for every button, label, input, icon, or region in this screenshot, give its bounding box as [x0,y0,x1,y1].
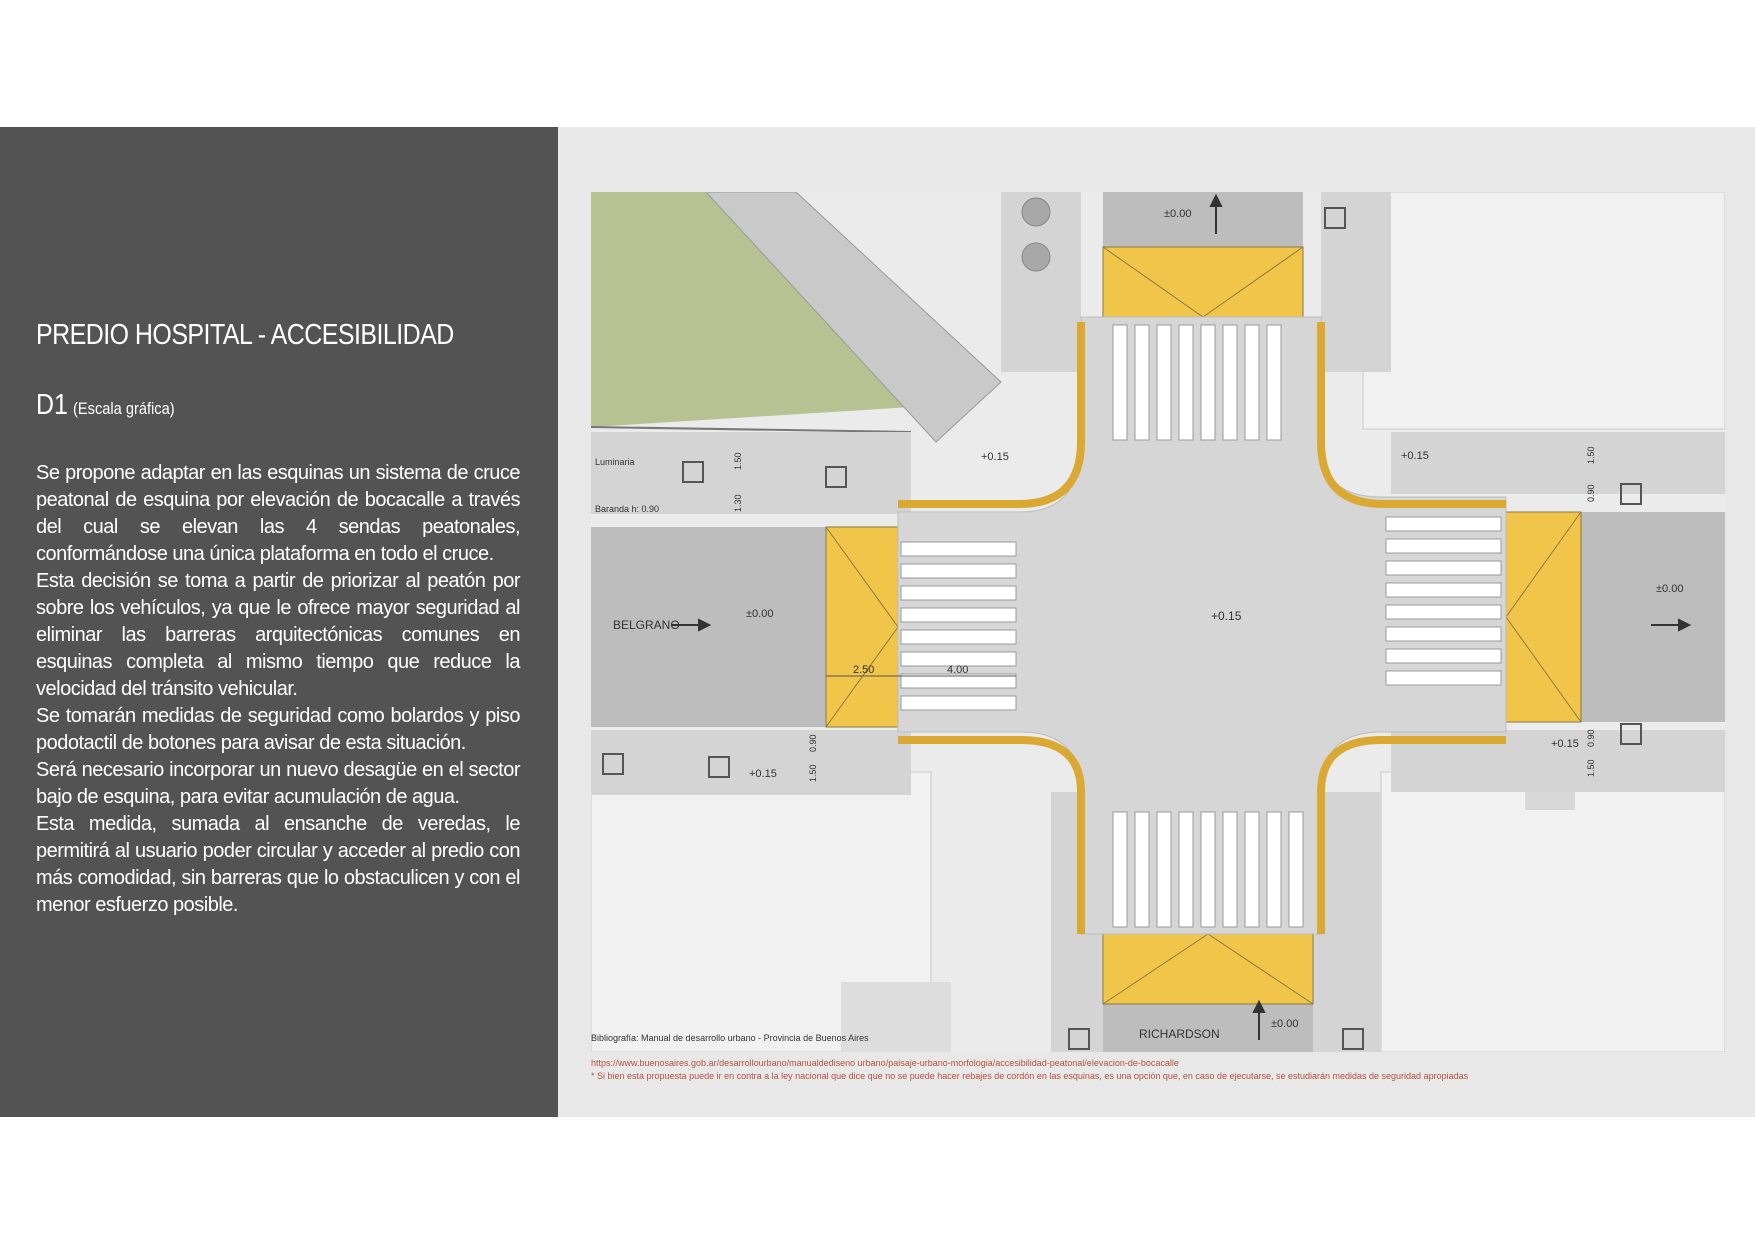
description [36,460,520,919]
description-paragraph: Esta medida, sumada al ensanche de veredas, le permitirá al usuario poder circular y acceder al predio con más comodidad, sin barreras que lo obstaculicen y con el menor esfuerzo posible. [36,813,520,916]
center-level-label: +0.15 [1211,609,1242,623]
street-east [1581,512,1725,722]
description-paragraph: Se propone adaptar en las esquinas un sistema de cruce peatonal de esquina por elevación de bocacalle a través del cual se elevan las 4 sendas peatonales, conformándose una única plataforma en todo el cruce. [36,462,520,565]
left-panel [0,127,558,1117]
dimension-label: 1.50 [1586,759,1596,777]
dimension-label: 1.50 [733,452,743,470]
sidewalk-ne-vertical [1321,192,1391,372]
dimension-label: 1.50 [1586,446,1596,464]
page-title: PREDIO HOSPITAL - ACCESIBILIDAD [36,319,454,351]
dimension-label: 0.90 [808,734,818,752]
yellow-ramp-west [826,527,898,727]
dimension-label: 4.00 [947,664,969,676]
intersection-plan [591,192,1725,1052]
dimension-label: 1.50 [808,764,818,782]
street-north [1103,192,1303,247]
legal-note: * Si bien esta propuesta puede ir en contra a la ley nacional que dice que no se puede hacer rebajes de cordón en las esquinas, es una opción que, en caso de ejecutarse, se estudiarán medidas de seguridad apropiadas [591,1071,1469,1081]
sidewalk-sw [591,730,911,795]
reference-link[interactable]: https://www.buenosaires.gob.ar/desarrollourbano/manualdediseno urbano/paisaje-urbano-morfologia/accesibilidad-peatonal/elevacion-de-bocacalle [591,1058,1179,1068]
dimension-label: 0.90 [1586,484,1596,502]
description-paragraph: Esta decisión se toma a partir de priorizar al peatón por sobre los vehículos, ya que le ofrece mayor seguridad al eliminar las barreras arquitectónicas comunes en esquinas completa al mismo tiempo que reduce la velocidad del tránsito vehicular. [36,570,520,700]
corner-level-nw: +0.15 [981,451,1009,463]
section-subtitle: (Escala gráfica) [73,399,175,418]
intersection-plan-svg [591,192,1725,1052]
sidewalk-nw [591,432,911,514]
level-label-south: ±0.00 [1271,1018,1299,1030]
baranda-label: Baranda h: 0.90 [595,504,660,514]
corner-level-ne: +0.15 [1401,450,1429,462]
block-ne [1363,192,1725,429]
description-paragraph: Se tomarán medidas de seguridad como bolardos y piso podotactil de botones para avisar de esta situación. [36,705,520,754]
crosswalk-south [1113,812,1303,927]
block-se [1381,772,1725,1052]
yellow-ramp-south [1103,934,1313,1004]
dimension-label: 1.30 [733,494,743,512]
section-code-label: D1 [36,389,68,421]
dimension-label: 2.50 [853,664,875,676]
yellow-ramp-east [1506,512,1581,722]
yellow-ramp-north [1103,247,1303,317]
street-label-richardson: RICHARDSON [1139,1027,1220,1041]
dimension-label: 0.90 [1586,729,1596,747]
corner-level-se: +0.15 [1551,738,1579,750]
sidewalk-ne [1391,432,1725,494]
street-label-belgrano: BELGRANO [613,618,680,632]
bibliography-text: Bibliografía: Manual de desarrollo urbano - Provincia de Buenos Aires [591,1033,869,1043]
level-label-east: ±0.00 [1656,583,1684,595]
section-code [36,389,175,422]
level-label-north: ±0.00 [1164,208,1192,220]
corner-level-sw: +0.15 [749,768,777,780]
description-paragraph: Será necesario incorporar un nuevo desagüe en el sector bajo de esquina, para evitar acumulación de agua. [36,759,520,808]
luminaria-label: Luminaria [595,457,635,467]
level-label-west: ±0.00 [746,608,774,620]
